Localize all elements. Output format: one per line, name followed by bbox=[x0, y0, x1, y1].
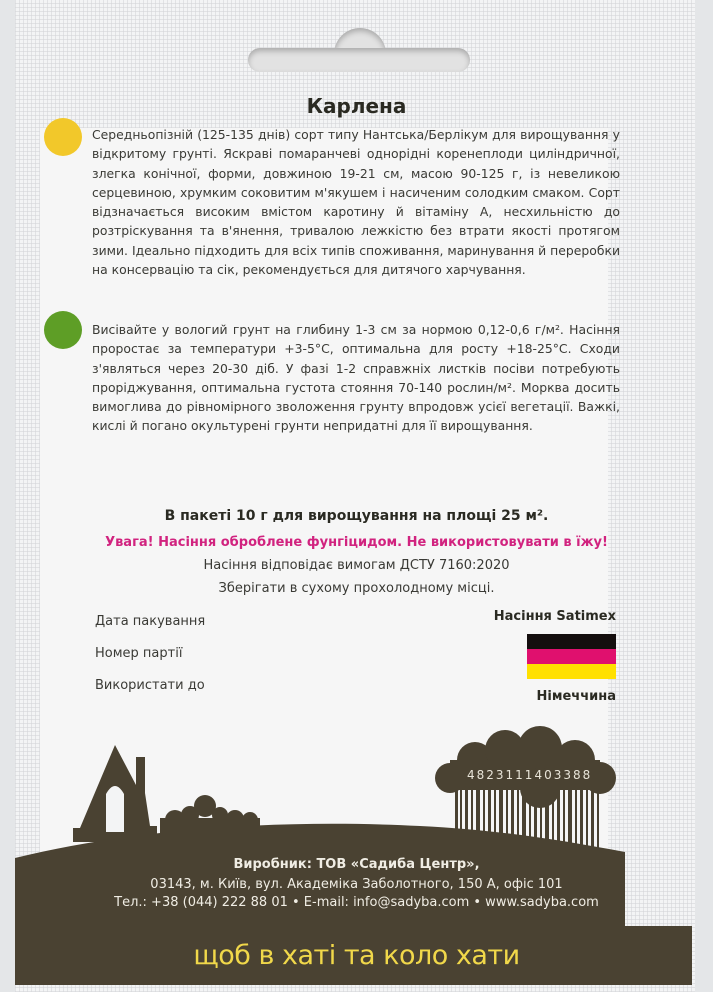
bushes-icon bbox=[160, 795, 260, 842]
storage-instructions: Зберігати в сухому прохолодному місці. bbox=[218, 581, 495, 596]
seed-brand: Насіння Satimex bbox=[493, 609, 616, 624]
packet-size-text: В пакеті 10 г для вирощування на площі 25 м². bbox=[164, 508, 549, 524]
standard-compliance: Насіння відповідає вимогам ДСТУ 7160:2020 bbox=[203, 558, 510, 573]
manufacturer-name: Виробник: ТОВ «Садиба Центр», bbox=[233, 857, 480, 872]
sowing-instructions: Висівайте у вологий грунт на глибину 1-3 см за нормою 0,12-0,6 г/м². Насіння проростає за температури +3-5°С, оптимальна для росту +18-25°С. Сходи з'являться через 20-30 діб. У фазі 1-2 справжніх листків посіви потребують проріджування, оптимальна густота стояння 70-140 рослин/м². Морква досить вимоглива до рівномірного зволоження грунту впродовж усієї вегетації. Важкі, кислі й погано окультурені грунти непридатні для її вирощування. bbox=[92, 322, 620, 434]
brand-slogan: щоб в хаті та коло хати bbox=[193, 940, 520, 971]
manufacturer-contacts: Тел.: +38 (044) 222 88 01 • E-mail: info@sadyba.com • www.sadyba.com bbox=[114, 895, 599, 910]
product-title: Карлена bbox=[306, 94, 407, 118]
origin-country: Німеччина bbox=[536, 689, 616, 704]
fungicide-warning: Увага! Насіння оброблене фунгіцидом. Не використовувати в їжу! bbox=[105, 535, 608, 550]
barcode-number: 4823111403388 bbox=[467, 768, 593, 782]
batch-number-label: Номер партії bbox=[95, 646, 183, 661]
variety-description: Середньопізній (125-135 днів) сорт типу Нантська/Берлікум для вирощування у відкритому грунті. Яскраві помаранчеві однорідні коренеплоди циліндричної, злегка конічної, форми, довжиною 19-21 см, масою 90-125 г, із невеликою серцевиною, хрумким соковитим м'якушем і насиченим солодким смаком. Сорт відзначається високим вмістом каротину й вітаміну А, несхильністю до розтріскування та в'янення, тривалою лежкістю без втрати якості протягом зими. Ідеально підходить для всіх типів споживання, маринування й переробки на консервацію та сік, рекомендується для дитячого харчування. bbox=[92, 127, 620, 278]
manufacturer-address: 03143, м. Київ, вул. Академіка Заболотного, 150 А, офіс 101 bbox=[150, 877, 563, 892]
house-icon bbox=[73, 745, 157, 842]
pack-date-label: Дата пакування bbox=[95, 614, 206, 629]
use-by-label: Використати до bbox=[95, 678, 205, 693]
